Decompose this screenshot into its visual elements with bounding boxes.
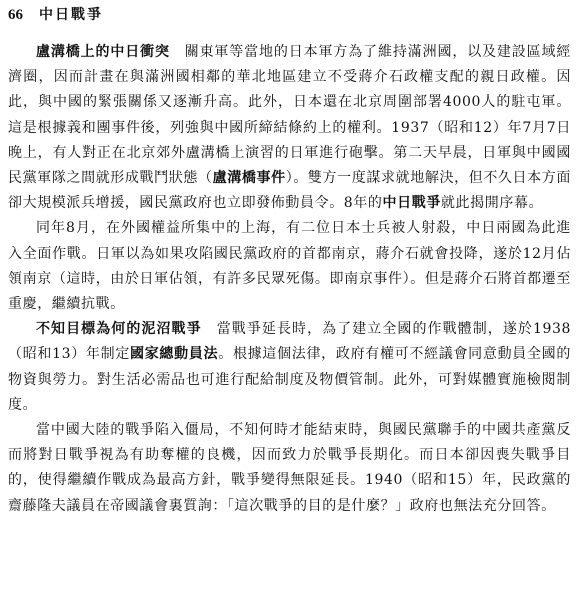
bold-term: 國家總動員法 — [130, 346, 219, 363]
body-text — [8, 40, 571, 519]
running-head — [8, 4, 571, 30]
page-number: 66 — [8, 7, 23, 23]
bold-term: 盧溝橋事件 — [212, 170, 286, 187]
text-run: 關東軍等當地的日本軍方為了維持滿洲國，以及建設區域經濟圈，因而計畫在與滿洲國相鄰的華北地區建立不受蔣介石政權支配的親日政權。因此，與中國的緊張關係又逐漸升高。此外，日本還在北京周圍部署4000人的駐屯軍。這是根據義和團事件後，列強與中國所締結條約上的權利。1937（昭和12）年7月7日晚上，有人對正在北京郊外盧溝橋上演習的日軍進行砲擊。第二天早晨，日軍與中國國民黨軍隊之間就形成戰鬥狀態（ — [8, 44, 572, 187]
paragraph-quagmire-war — [8, 317, 571, 418]
paragraph-lugou-bridge — [8, 40, 571, 216]
text-run: 當戰爭延長時，為了建立全國的作戰體制，遂於1938（昭和13）年制定 — [8, 321, 571, 363]
paragraph-prolonged-war — [8, 418, 571, 519]
bold-term: 中日戰爭 — [382, 195, 441, 212]
text-run: 當中國大陸的戰爭陷入僵局，不知何時才能結束時，與國民黨聯手的中國共產黨反而將對日戰爭視為有助奪權的良機，因而致力於戰爭長期化。而日本卻因喪失戰爭目的，使得繼續作戰成為最高方針，戰爭變得無限延長。1940（昭和15）年，民政黨的齋藤隆夫議員在帝國議會裏質詢：「這次戰爭的目的是什麼？」政府也無法充分回答。 — [8, 422, 571, 514]
running-title: 中日戰爭 — [39, 7, 103, 23]
section-heading: 盧溝橋上的中日衝突 — [36, 44, 170, 60]
paragraph-shanghai-nanjing — [8, 216, 571, 317]
text-run: 。根據這個法律，政府有權可不經議會同意動員全國的物資與勞力。對生活必需品也可進行配給制度及物價管制。此外，可對媒體實施檢閱制度。 — [8, 346, 571, 413]
text-run: 就此揭開序幕。 — [440, 195, 544, 212]
section-heading: 不知目標為何的泥沼戰爭 — [36, 321, 202, 338]
text-run: ）。雙方一度謀求就地解決，但不久日本方面卻大規模派兵增援，國民黨政府也立即發佈動員令。8年的 — [8, 170, 571, 212]
text-run: 同年8月，在外國權益所集中的上海，有二位日本士兵被人射殺，中日兩國為此進入全面作戰。日軍以為如果攻陷國民黨政府的首都南京，蔣介石就會投降，遂於12月佔領南京（這時，由於日軍佔領，有許多民眾死傷。即南京事件）。但是蔣介石將首都遷至重慶，繼續抗戰。 — [8, 220, 571, 313]
